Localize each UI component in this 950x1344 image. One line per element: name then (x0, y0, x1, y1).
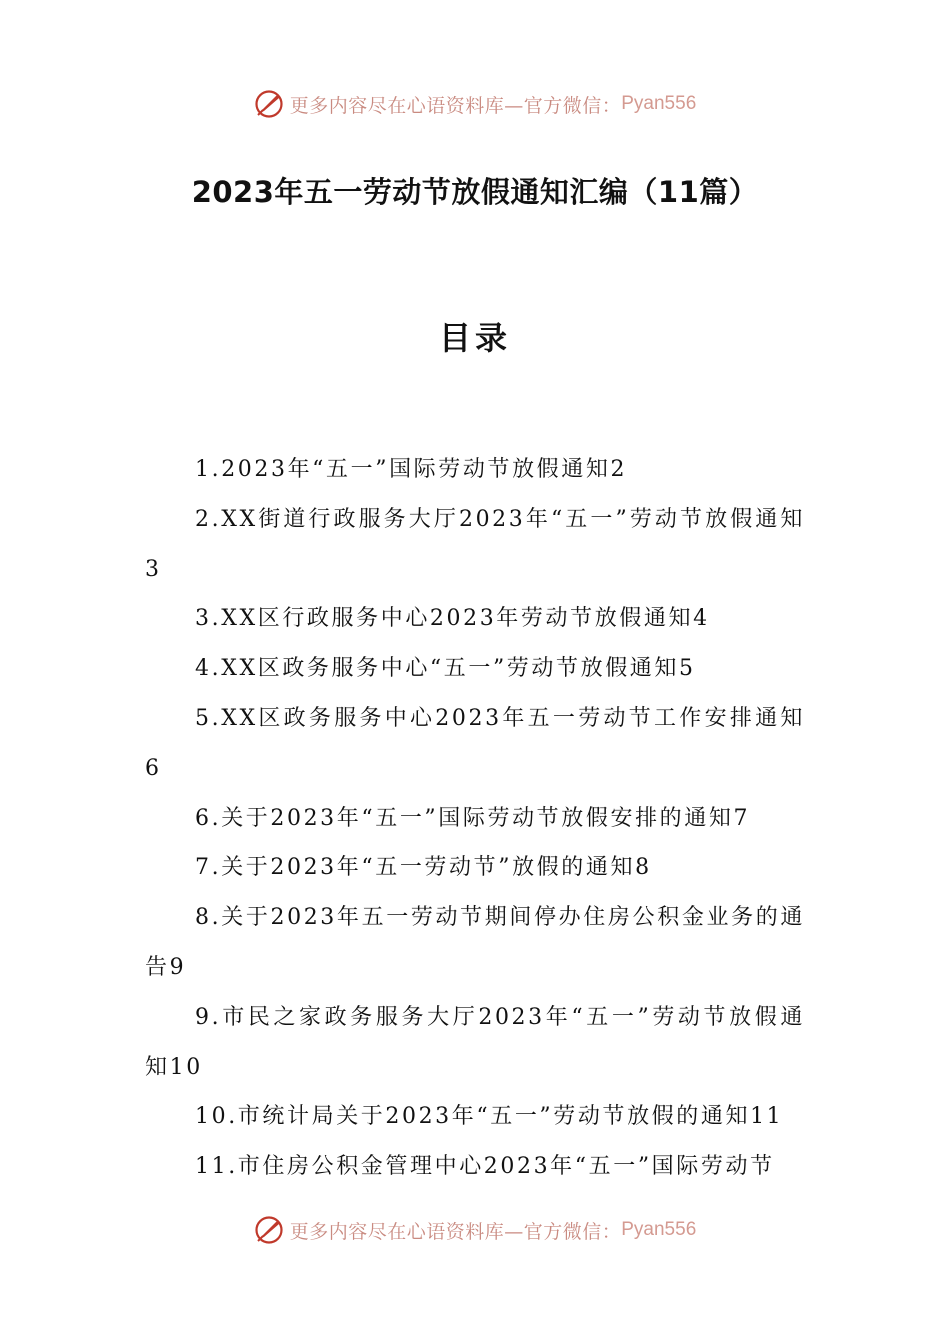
watermark-wechat-id: Pyan556 (621, 1219, 697, 1240)
toc-item-5[interactable]: 5.XX区政务服务中心2023年五一劳动节工作安排通知6 (145, 705, 805, 781)
toc-item-3[interactable]: 3.XX区行政服务中心2023年劳动节放假通知4 (195, 606, 710, 632)
header-watermark (0, 82, 950, 126)
watermark-wechat-id: Pyan556 (621, 93, 697, 114)
toc-item-6[interactable]: 6.关于2023年“五一”国际劳动节放假安排的通知7 (195, 805, 751, 831)
toc-item-10[interactable]: 10.市统计局关于2023年“五一”劳动节放假的通知11 (195, 1104, 784, 1130)
toc-item-1[interactable]: 1.2023年“五一”国际劳动节放假通知2 (195, 457, 628, 482)
toc-item-2[interactable]: 2.XX街道行政服务大厅2023年“五一”劳动节放假通知3 (145, 506, 805, 582)
toc-item-7[interactable]: 7.关于2023年“五一劳动节”放假的通知8 (195, 855, 652, 881)
toc-item-11[interactable]: 11.市住房公积金管理中心2023年“五一”国际劳动节 (195, 1154, 775, 1180)
document-title: 2023年五一劳动节放假通知汇编（11篇） (191, 175, 759, 209)
footer-watermark (0, 1208, 950, 1252)
toc-heading: 目录 (438, 319, 511, 357)
toc-item-4[interactable]: 4.XX区政务服务中心“五一”劳动节放假通知5 (195, 656, 696, 682)
quill-pen-logo-icon (254, 1215, 284, 1245)
toc-item-8[interactable]: 8.关于2023年五一劳动节期间停办住房公积金业务的通告9 (145, 905, 805, 980)
watermark-text: 更多内容尽在心语资料库—官方微信： (289, 1220, 622, 1243)
table-of-contents (145, 445, 805, 1192)
toc-item-9[interactable]: 9.市民之家政务服务大厅2023年“五一”劳动节放假通知10 (145, 1004, 805, 1080)
quill-pen-logo-icon (254, 89, 284, 119)
watermark-text: 更多内容尽在心语资料库—官方微信： (289, 94, 622, 117)
